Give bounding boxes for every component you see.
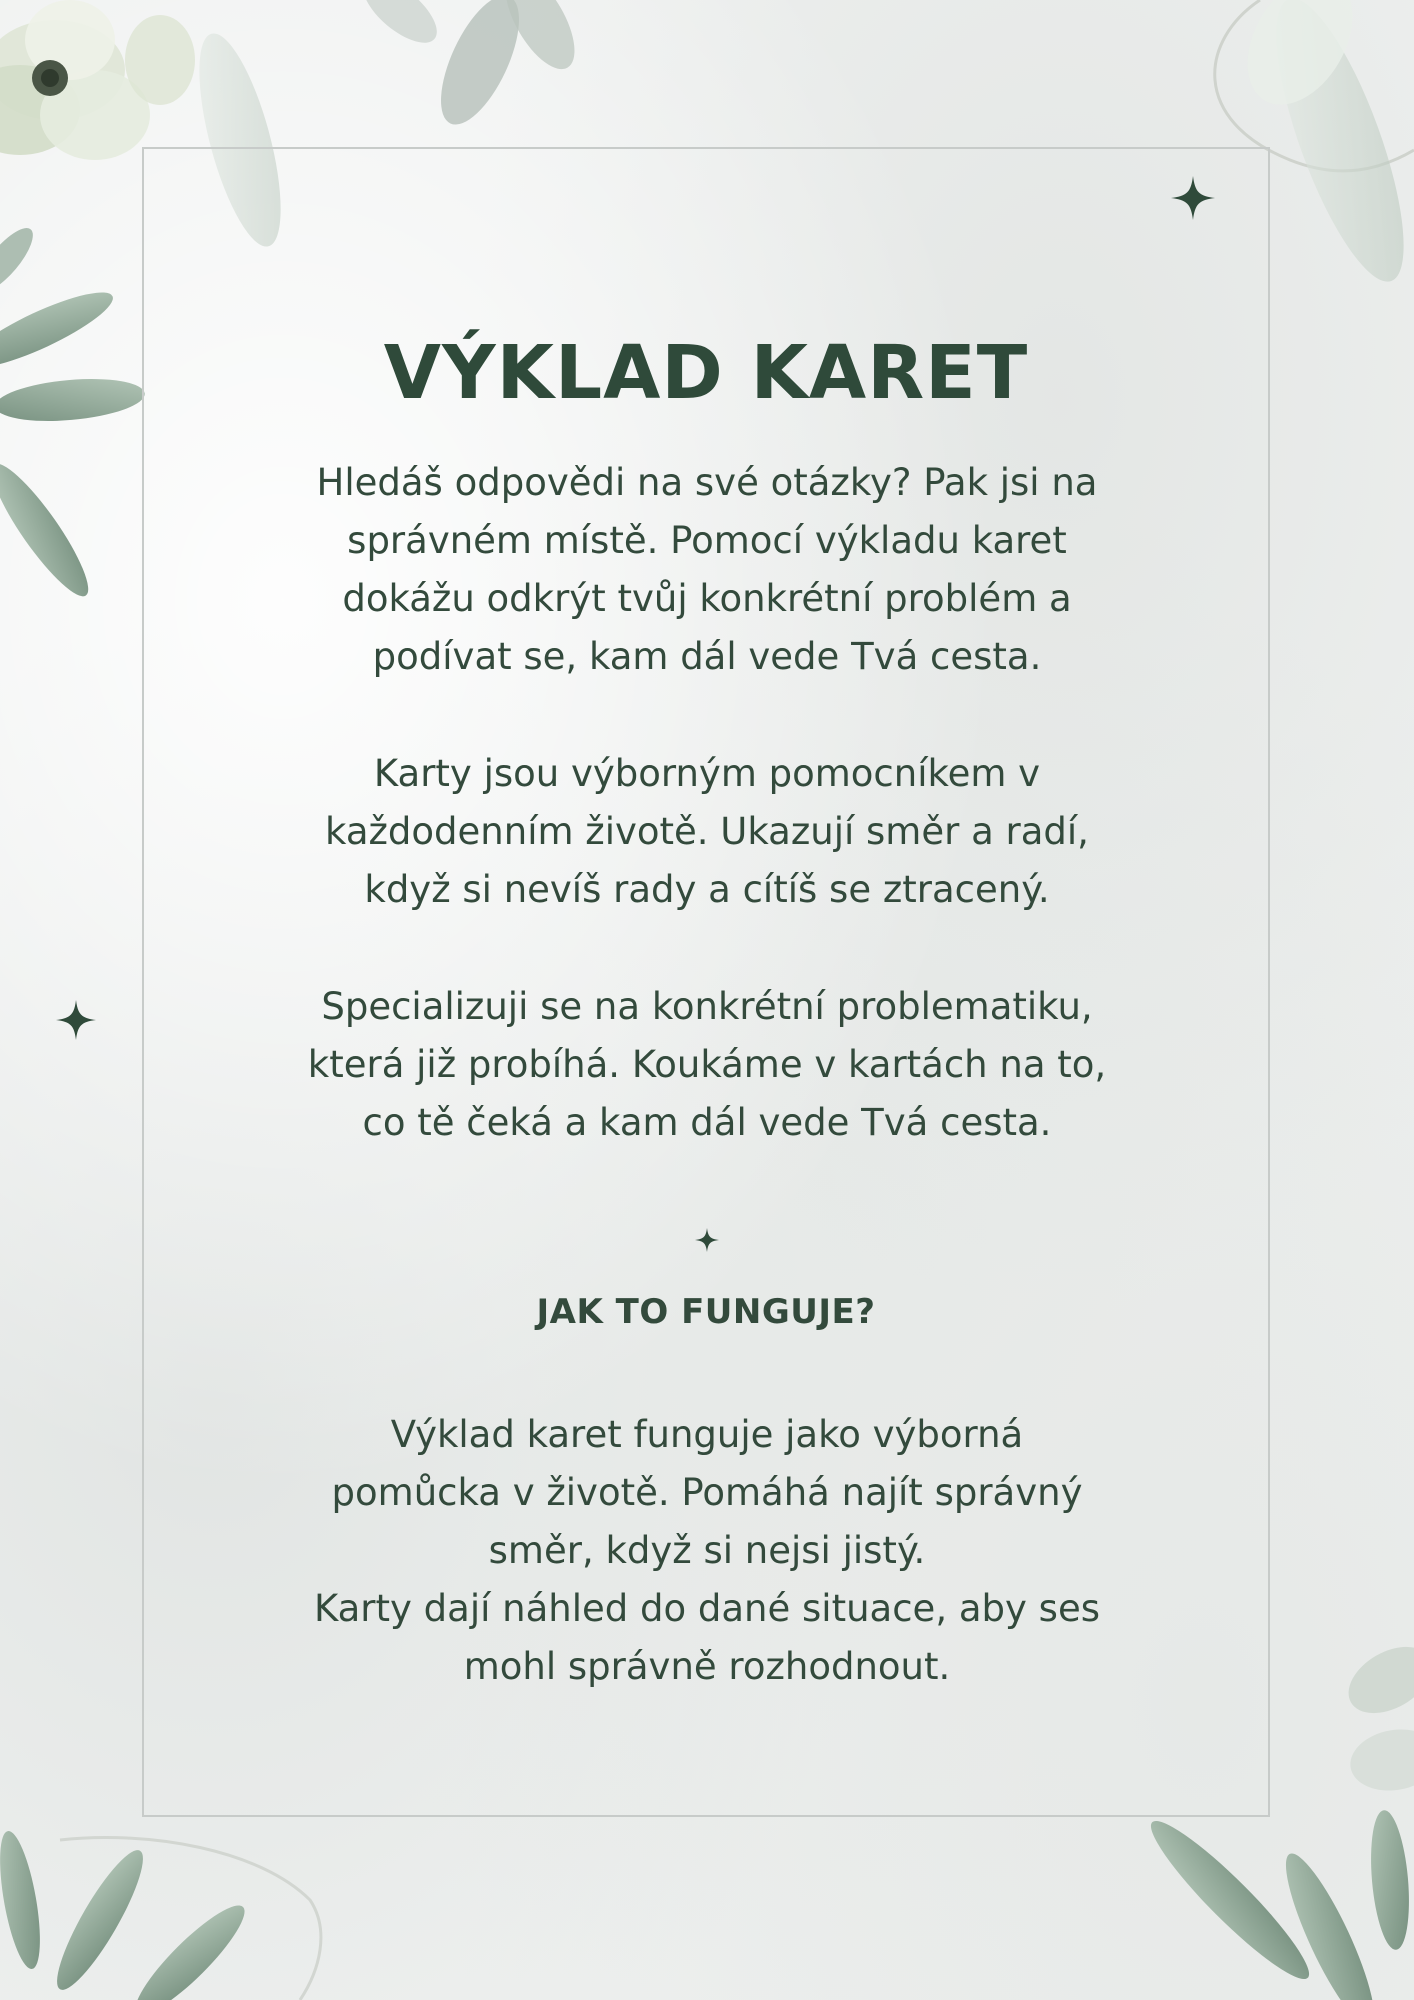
text-line: která již probíhá. Koukáme v kartách na to, [307,1043,1107,1086]
sparkle-icon [1171,176,1215,220]
text-line: co tě čeká a kam dál vede Tvá cesta. [362,1101,1052,1144]
text-line: dokážu odkrýt tvůj konkrétní problém a [342,577,1072,620]
text-line: pomůcka v životě. Pomáhá najít správný [331,1471,1083,1514]
sparkle-icon [56,1000,96,1040]
text-line: Výklad karet funguje jako výborná [390,1413,1024,1456]
text-line: správném místě. Pomocí výkladu karet [347,519,1067,562]
text-line: mohl správně rozhodnout. [463,1645,951,1688]
sparkle-icon [695,1228,719,1252]
how-it-works-paragraph [250,1406,1164,1696]
specialization-paragraph [250,978,1164,1152]
text-line: Karty dají náhled do dané situace, aby ses [314,1587,1100,1630]
how-it-works-heading: JAK TO FUNGUJE? [536,1292,876,1332]
text-line: každodenním životě. Ukazují směr a radí, [325,810,1089,853]
text-line: když si nevíš rady a cítíš se ztracený. [364,868,1050,911]
text-line: směr, když si nejsi jistý. [488,1529,926,1572]
page-title: VÝKLAD KARET [383,330,1029,416]
cards-paragraph [250,745,1164,919]
intro-paragraph [250,454,1164,686]
text-line: Karty jsou výborným pomocníkem v [373,752,1041,795]
text-line: Specializuji se na konkrétní problematiku, [321,985,1093,1028]
text-line: podívat se, kam dál vede Tvá cesta. [372,635,1042,678]
text-line: Hledáš odpovědi na své otázky? Pak jsi na [316,461,1098,504]
flower-icon [0,0,195,160]
